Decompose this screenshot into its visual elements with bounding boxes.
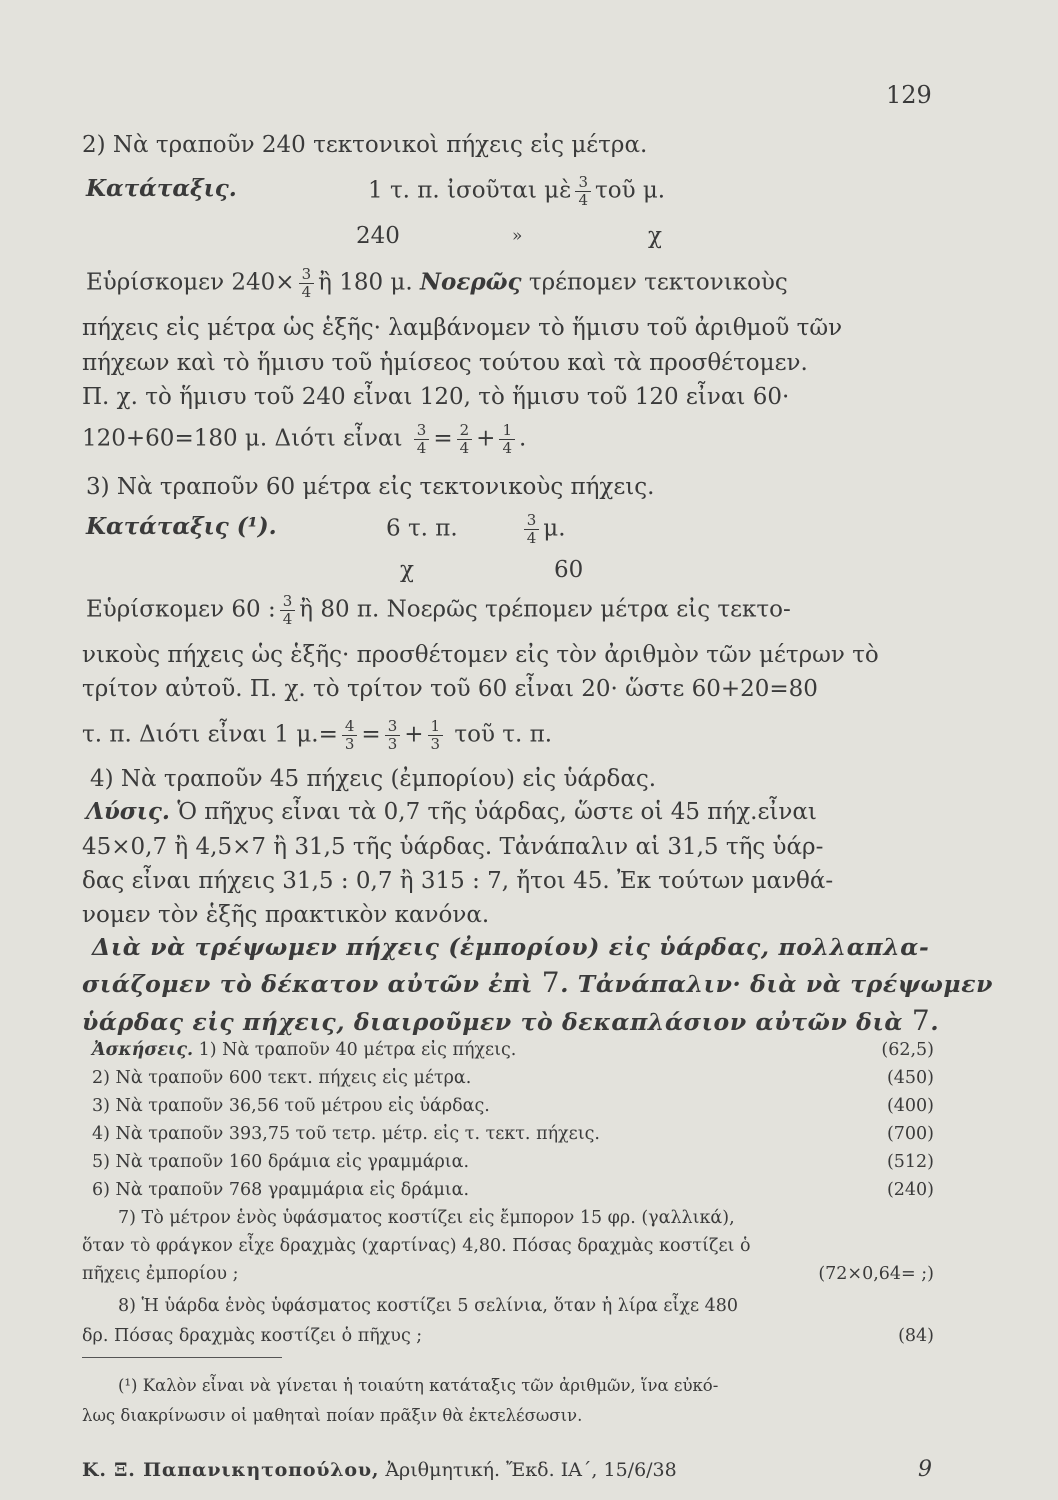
page-number: 129 [886,81,932,109]
footnote-line-2: λως διακρίνωσιν οἱ μαθηταὶ ποίαν πρᾶξιν θὰ ἐκτελέσωσιν. [82,1406,583,1425]
example-3-line-3: τρίτον αὐτοῦ. Π. χ. τὸ τρίτον τοῦ 60 εἶναι 20· ὥστε 60+20=80 [82,676,818,702]
example-4-title: 4) Νὰ τραποῦν 45 πήχεις (ἐμπορίου) εἰς ὑάρδας. [90,766,657,792]
exercise-1: Ἀσκήσεις. 1) Νὰ τραποῦν 40 μέτρα εἰς πήχεις. (62,5) [92,1040,934,1060]
example-2-line-4: Π. χ. τὸ ἥμισυ τοῦ 240 εἶναι 120, τὸ ἥμισυ τοῦ 120 εἶναι 60· [82,384,790,410]
exercise-8-line-2: δρ. Πόσας δραχμὰς κοστίζει ὁ πῆχυς ; (84) [82,1326,934,1346]
fraction: $\frac{3}{4}$ [299,266,315,301]
example-2-arrangement-row-1: 1 τ. π. ἰσοῦται μὲ $\frac{3}{4}$ τοῦ μ. [368,173,666,209]
fraction: $\frac{4}{3}$ [342,718,358,753]
fraction: $\frac{1}{4}$ [499,422,515,457]
fraction: $\frac{1}{3}$ [428,718,444,753]
exercise-1-answer: (62,5) [881,1040,934,1060]
example-3-line-4: τ. π. Διότι εἶναι 1 μ.= $\frac{4}{3}$ = $\frac{3}{3}$ + $\frac{1}{3}$ τοῦ τ. π. [82,717,553,753]
exercise-2-answer: (450) [886,1068,934,1088]
footnote-line-1: (¹) Καλὸν εἶναι νὰ γίνεται ἡ τοιαύτη κατάταξις τῶν ἀριθμῶν, ἵνα εὐκό- [118,1376,719,1395]
example-4-line-2: 45×0,7 ἢ 4,5×7 ἢ 31,5 τῆς ὑάρδας. Τἀνάπαλιν αἱ 31,5 τῆς ὑάρ- [82,834,824,860]
footer-publisher: Κ. Ξ. Παπανικητοπούλου, [82,1459,380,1481]
exercise-7-answer: (72×0,64= ;) [818,1264,934,1284]
example-2-arrangement-label: Κατάταξις. [86,175,237,202]
fraction: $\frac{2}{4}$ [457,422,473,457]
exercise-7-line-2: ὅταν τὸ φράγκον εἶχε δραχμὰς (χαρτίνας) 4,80. Πόσας δραχμὰς κοστίζει ὁ [82,1236,751,1256]
example-3-arrangement-row-2: χ 60 [400,557,584,583]
example-3-arrangement-row-1: 6 τ. π. $\frac{3}{4}$ μ. [386,511,566,547]
rule-line-1: Διὰ νὰ τρέψωμεν πήχεις (ἐμπορίου) εἰς ὑάρδας, πολλαπλα- [92,933,930,961]
example-3-arrangement-label: Κατάταξις (¹). [86,513,277,540]
exercise-6-answer: (240) [886,1180,934,1200]
example-2-line-5: 120+60=180 μ. Διότι εἶναι $\frac{3}{4}$ = $\frac{2}{4}$ + $\frac{1}{4}$ . [82,421,527,457]
fraction: $\frac{3}{4}$ [575,174,591,209]
example-4-line-4: νομεν τὸν ἑξῆς πρακτικὸν κανόνα. [82,902,490,928]
page-footer [82,1455,932,1485]
exercise-5: 5) Νὰ τραποῦν 160 δράμια εἰς γραμμάρια. (512) [92,1152,934,1172]
example-2-line-1: Εὑρίσκομεν 240× $\frac{3}{4}$ ἢ 180 μ. Νοερῶς τρέπομεν τεκτονικοὺς [86,265,788,301]
fraction: $\frac{3}{4}$ [280,593,296,628]
example-2-title: 2) Νὰ τραποῦν 240 τεκτονικοὶ πήχεις εἰς μέτρα. [82,132,648,158]
example-2-arrangement-row-2: 240 » χ [356,223,662,249]
fraction: $\frac{3}{4}$ [524,512,540,547]
example-4-line-1: Λύσις. Ὁ πῆχυς εἶναι τὰ 0,7 τῆς ὑάρδας, ὥστε οἱ 45 πήχ.εἶναι [86,798,817,825]
footer-signature-mark: 9 [918,1457,932,1482]
exercise-7-line-1: 7) Τὸ μέτρον ἑνὸς ὑφάσματος κοστίζει εἰς ἔμπορον 15 φρ. (γαλλικά), [118,1208,735,1228]
exercise-7-line-3: πῆχεις ἐμπορίου ; (72×0,64= ;) [82,1264,934,1284]
rule-line-2: σιάζομεν τὸ δέκατον αὐτῶν ἐπὶ 7. Τἀνάπαλιν· διὰ νὰ τρέψωμεν [82,966,994,999]
exercise-3: 3) Νὰ τραποῦν 36,56 τοῦ μέτρου εἰς ὑάρδας. (400) [92,1096,934,1116]
example-2-line-3: πήχεων καὶ τὸ ἥμισυ τοῦ ἡμίσεος τούτου καὶ τὰ προσθέτομεν. [82,350,808,376]
example-3-line-1: Εὑρίσκομεν 60 : $\frac{3}{4}$ ἢ 80 π. Νοερῶς τρέπομεν μέτρα εἰς τεκτο- [86,592,791,628]
footer-book: Ἀριθμητική. Ἔκδ. ΙΑ΄, 15/6/38 [385,1459,677,1481]
exercise-2: 2) Νὰ τραποῦν 600 τεκτ. πήχεις εἰς μέτρα. (450) [92,1068,934,1088]
exercise-5-answer: (512) [886,1152,934,1172]
exercise-8-answer: (84) [898,1326,934,1346]
exercise-8-line-1: 8) Ἡ ὑάρδα ἑνὸς ὑφάσματος κοστίζει 5 σελίνια, ὅταν ἡ λίρα εἶχε 480 [118,1296,738,1316]
fraction: $\frac{3}{4}$ [414,422,430,457]
example-2-line-2: πήχεις εἰς μέτρα ὡς ἑξῆς· λαμβάνομεν τὸ ἥμισυ τοῦ ἀριθμοῦ τῶν [82,315,843,341]
footnote-divider [82,1357,282,1358]
exercise-4: 4) Νὰ τραποῦν 393,75 τοῦ τετρ. μέτρ. εἰς τ. τεκτ. πήχεις. (700) [92,1124,934,1144]
fraction: $\frac{3}{3}$ [385,718,401,753]
example-3-line-2: νικοὺς πήχεις ὡς ἑξῆς· προσθέτομεν εἰς τὸν ἀριθμὸν τῶν μέτρων τὸ [82,642,879,668]
exercise-3-answer: (400) [886,1096,934,1116]
example-4-line-3: δας εἶναι πήχεις 31,5 : 0,7 ἢ 315 : 7, ἤτοι 45. Ἐκ τούτων μανθά- [82,868,834,894]
exercise-4-answer: (700) [886,1124,934,1144]
rule-line-3: ὑάρδας εἰς πήχεις, διαιροῦμεν τὸ δεκαπλάσιον αὐτῶν διὰ 7. [82,1004,940,1037]
example-3-title: 3) Νὰ τραποῦν 60 μέτρα εἰς τεκτονικοὺς πήχεις. [86,474,655,500]
exercise-6: 6) Νὰ τραποῦν 768 γραμμάρια εἰς δράμια. (240) [92,1180,934,1200]
